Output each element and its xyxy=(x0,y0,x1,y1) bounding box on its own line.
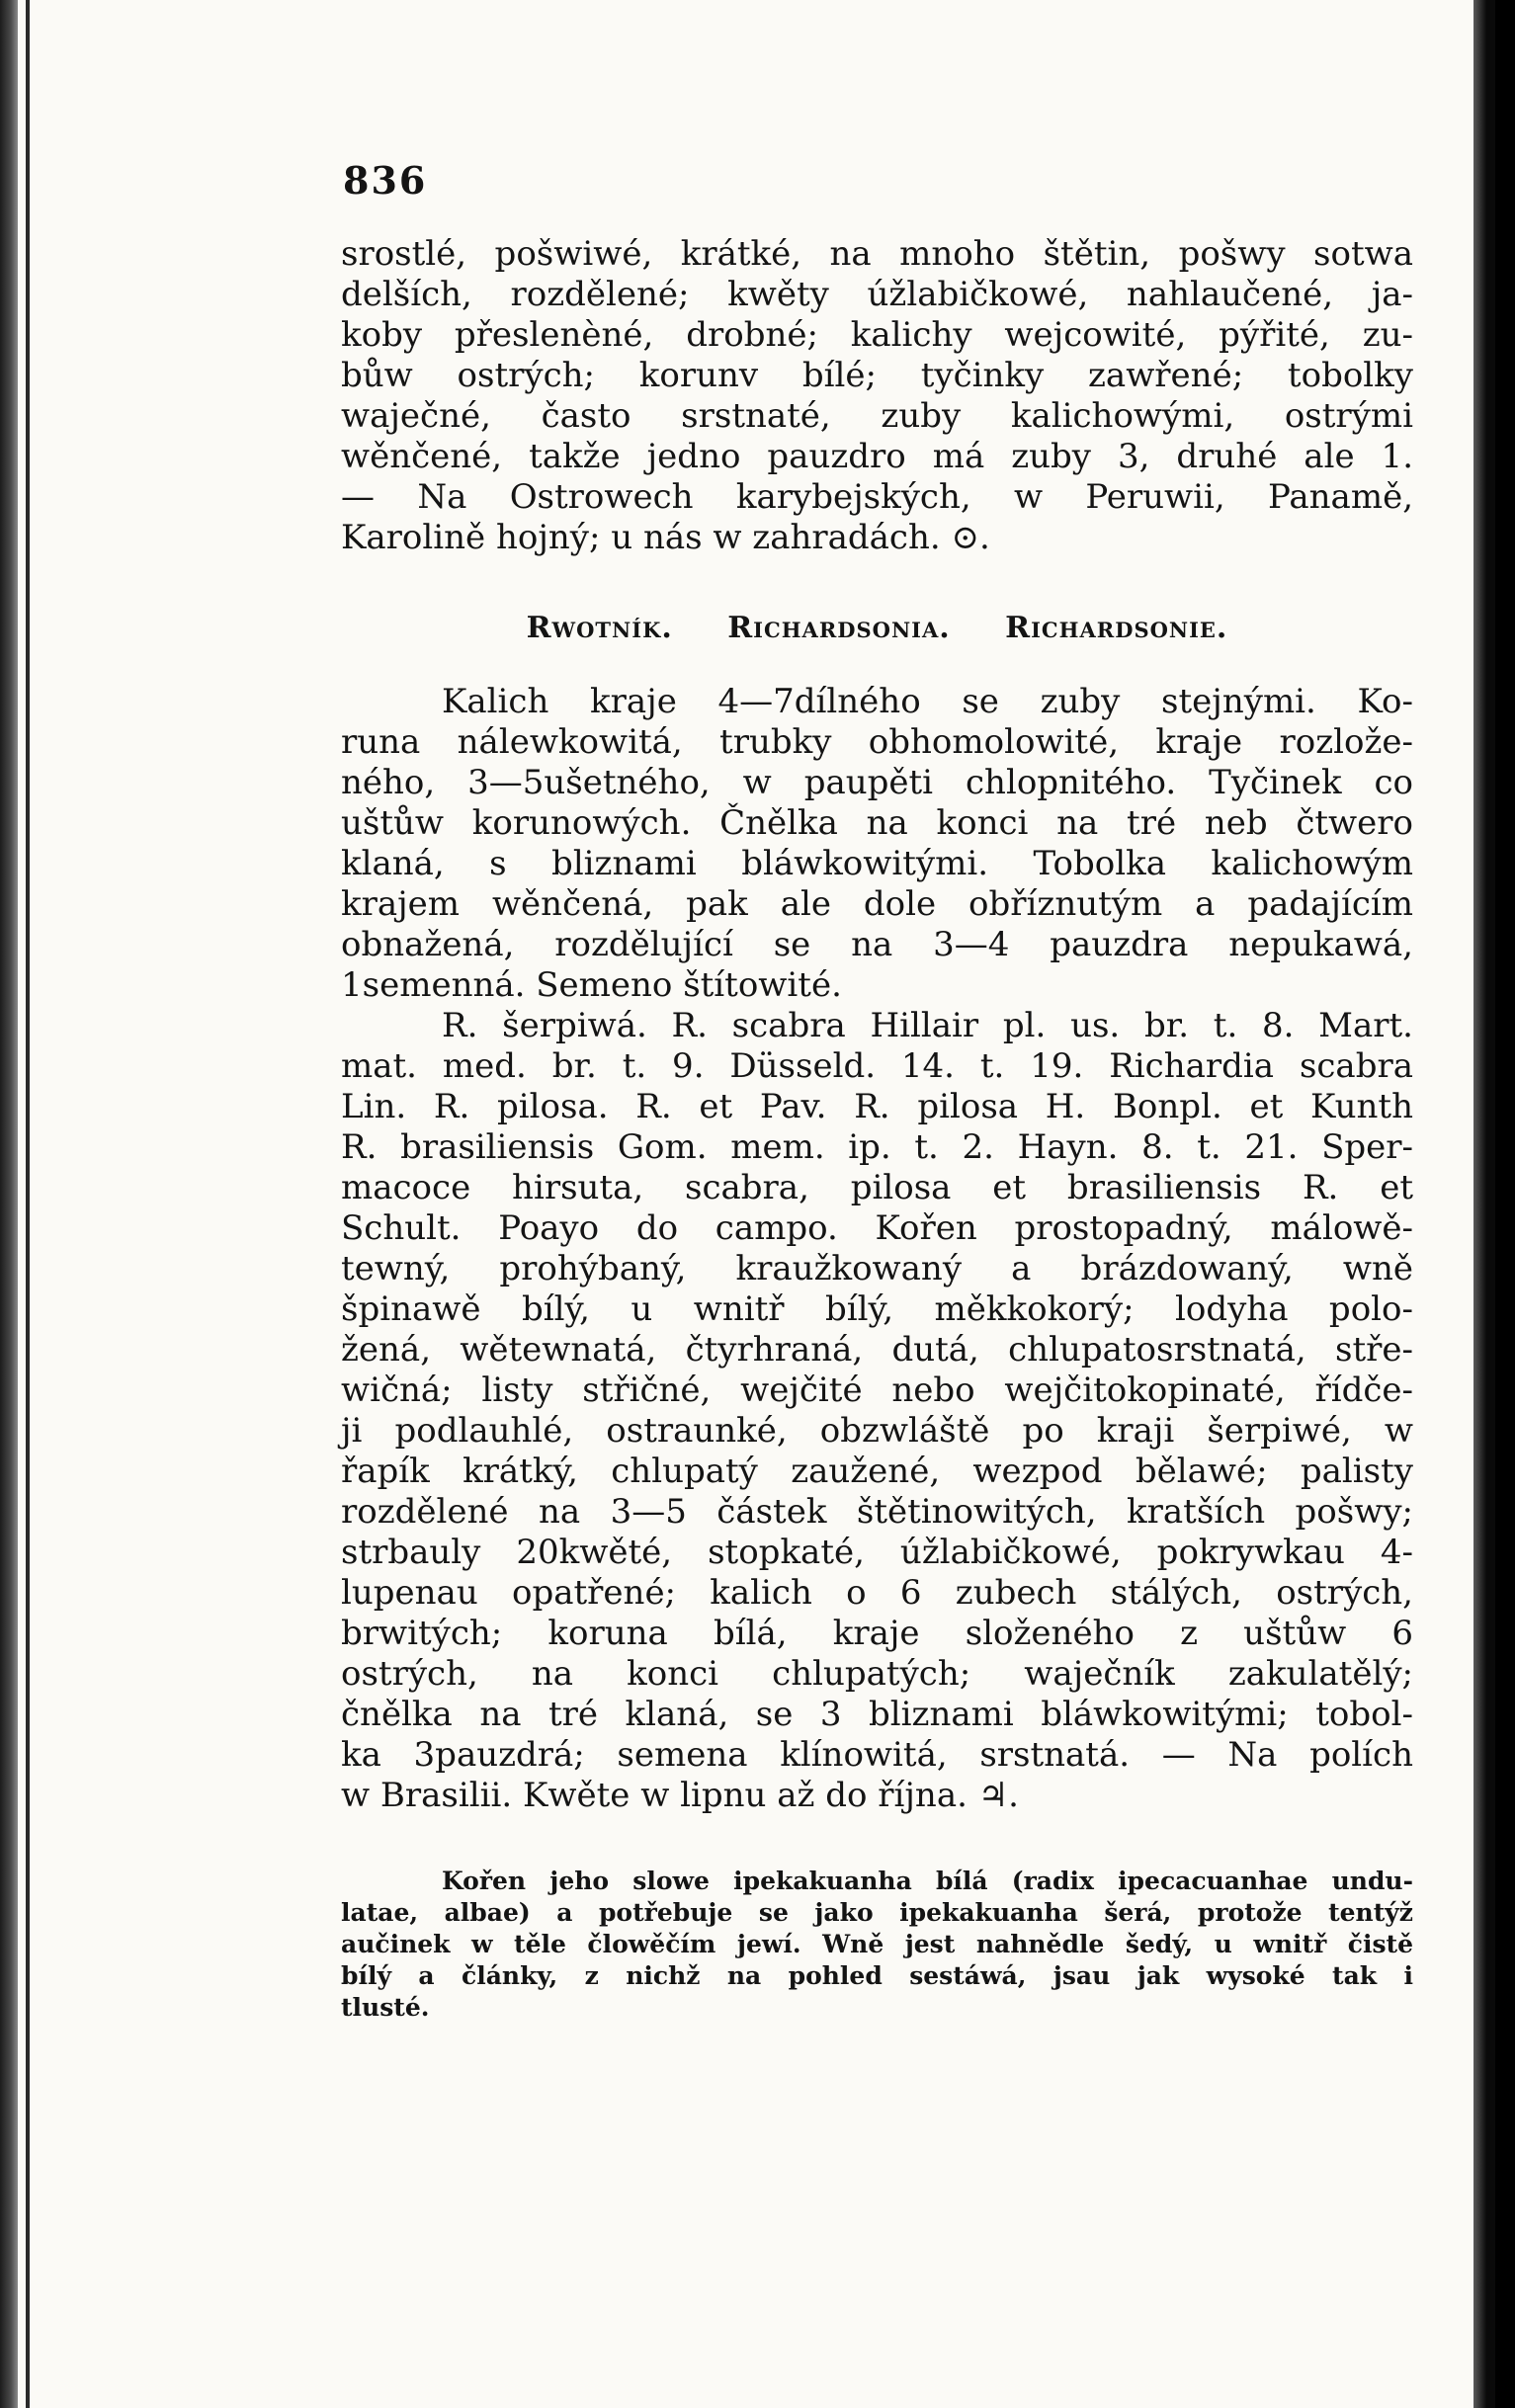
footnote-paragraph xyxy=(341,1866,1413,2024)
scan-left-rule xyxy=(26,0,30,2408)
text-line: rozdělené na 3—5 částek štětinowitých, kratších pošwy; xyxy=(341,1492,1413,1532)
text-line: mat. med. br. t. 9. Düsseld. 14. t. 19. Richardia scabra xyxy=(341,1046,1413,1086)
paragraph-2 xyxy=(341,682,1413,1006)
text-line: ostrých, na konci chlupatých; waječník zakulatělý; xyxy=(341,1654,1413,1694)
text-line: runa nálewkowitá, trubky obhomolowité, kraje rozlože- xyxy=(341,722,1413,762)
text-line: R. brasiliensis Gom. mem. ip. t. 2. Hayn. 8. t. 21. Sper- xyxy=(341,1127,1413,1167)
text-line: delších, rozdělené; kwěty úžlabičkowé, nahlaučené, ja- xyxy=(341,275,1413,314)
text-line: wičná; listy střičné, wejčité nebo wejčitokopinaté, řídče- xyxy=(341,1370,1413,1410)
text-line: Karolině hojný; u nás w zahradách. ⊙. xyxy=(341,518,990,557)
paragraph-3 xyxy=(341,1006,1413,1816)
heading-latin-name: Richardsonia. xyxy=(727,611,951,645)
text-line: lupenau opatřené; kalich o 6 zubech stálých, ostrých, xyxy=(341,1573,1413,1613)
text-line: brwitých; koruna bílá, kraje složeného z uštůw 6 xyxy=(341,1614,1413,1653)
note-line: bílý a články, z nichž na pohled sestáwá, jsau jak wysoké tak i xyxy=(341,1961,1413,1990)
text-line: obnažená, rozdělující se na 3—4 pauzdra nepukawá, xyxy=(341,925,1413,964)
text-line: Lin. R. pilosa. R. et Pav. R. pilosa H. Bonpl. et Kunth xyxy=(341,1087,1413,1126)
text-line: řapík krátký, chlupatý zaužené, wezpod bělawé; palisty xyxy=(341,1452,1413,1491)
text-line: ji podlauhlé, ostraunké, obzwláště po kraji šerpiwé, w xyxy=(341,1411,1413,1451)
heading-czech-name: Rwotník. xyxy=(526,611,673,645)
text-line: koby přeslenèné, drobné; kalichy wejcowité, pýřité, zu- xyxy=(341,315,1413,355)
text-line: R. šerpiwá. R. scabra Hillair pl. us. br. t. 8. Mart. xyxy=(442,1006,1413,1045)
page-number: 836 xyxy=(343,158,428,203)
note-line: aučinek w těle člowěčím jewí. Wně jest nahnědle šedý, u wnitř čistě xyxy=(341,1930,1413,1958)
note-line: Kořen jeho slowe ipekakuanha bílá (radix ipecacuanhae undu- xyxy=(442,1867,1413,1895)
heading-czech-alt-name: Richardsonie. xyxy=(1005,611,1228,645)
text-line: ka 3pauzdrá; semena klínowitá, srstnatá. — Na polích xyxy=(341,1735,1413,1775)
paragraph-1 xyxy=(341,234,1413,558)
text-line: bůw ostrých; korunv bílé; tyčinky zawřené; tobolky xyxy=(341,356,1413,395)
text-line: tewný, prohýbaný, kraužkowaný a brázdowaný, wně xyxy=(341,1249,1413,1288)
note-line: latae, albae) a potřebuje se jako ipekakuanha šerá, protože tentýž xyxy=(341,1898,1413,1927)
scan-left-edge xyxy=(0,0,18,2408)
genus-heading xyxy=(341,611,1413,645)
text-line: ného, 3—5ušetného, w paupěti chlopnitého. Tyčinek co xyxy=(341,763,1413,802)
note-line: tlusté. xyxy=(341,1993,430,2022)
text-line: srostlé, pošwiwé, krátké, na mnoho štětin, pošwy sotwa xyxy=(341,234,1413,274)
text-line: Schult. Poayo do campo. Kořen prostopadný, málowě- xyxy=(341,1208,1413,1248)
text-line: strbauly 20kwěté, stopkaté, úžlabičkowé, pokrywkau 4- xyxy=(341,1533,1413,1572)
text-line: klaná, s bliznami bláwkowitými. Tobolka kalichowým xyxy=(341,844,1413,883)
text-line: macoce hirsuta, scabra, pilosa et brasiliensis R. et xyxy=(341,1168,1413,1207)
text-line: čnělka na tré klaná, se 3 bliznami bláwkowitými; tobol- xyxy=(341,1695,1413,1734)
text-line: waječné, často srstnaté, zuby kalichowými, ostrými xyxy=(341,396,1413,436)
text-line: w Brasilii. Kwěte w lipnu až do října. ♃. xyxy=(341,1776,1019,1815)
scan-right-edge xyxy=(1473,0,1495,2408)
text-line: Kalich kraje 4—7dílného se zuby stejnými. Ko- xyxy=(442,682,1413,721)
text-line: žená, wětewnatá, čtyrhraná, dutá, chlupatosrstnatá, stře- xyxy=(341,1330,1413,1370)
text-line: — Na Ostrowech karybejských, w Peruwii, Panamě, xyxy=(341,477,1413,517)
text-line: uštůw korunowých. Čnělka na konci na tré neb čtwero xyxy=(341,803,1413,843)
text-line: 1semenná. Semeno štítowité. xyxy=(341,965,842,1005)
text-line: krajem wěnčená, pak ale dole obříznutým a padajícím xyxy=(341,884,1413,924)
text-line: wěnčené, takže jedno pauzdro má zuby 3, druhé ale 1. xyxy=(341,437,1413,476)
text-line: špinawě bílý, u wnitř bílý, měkkokorý; lodyha polo- xyxy=(341,1289,1413,1329)
